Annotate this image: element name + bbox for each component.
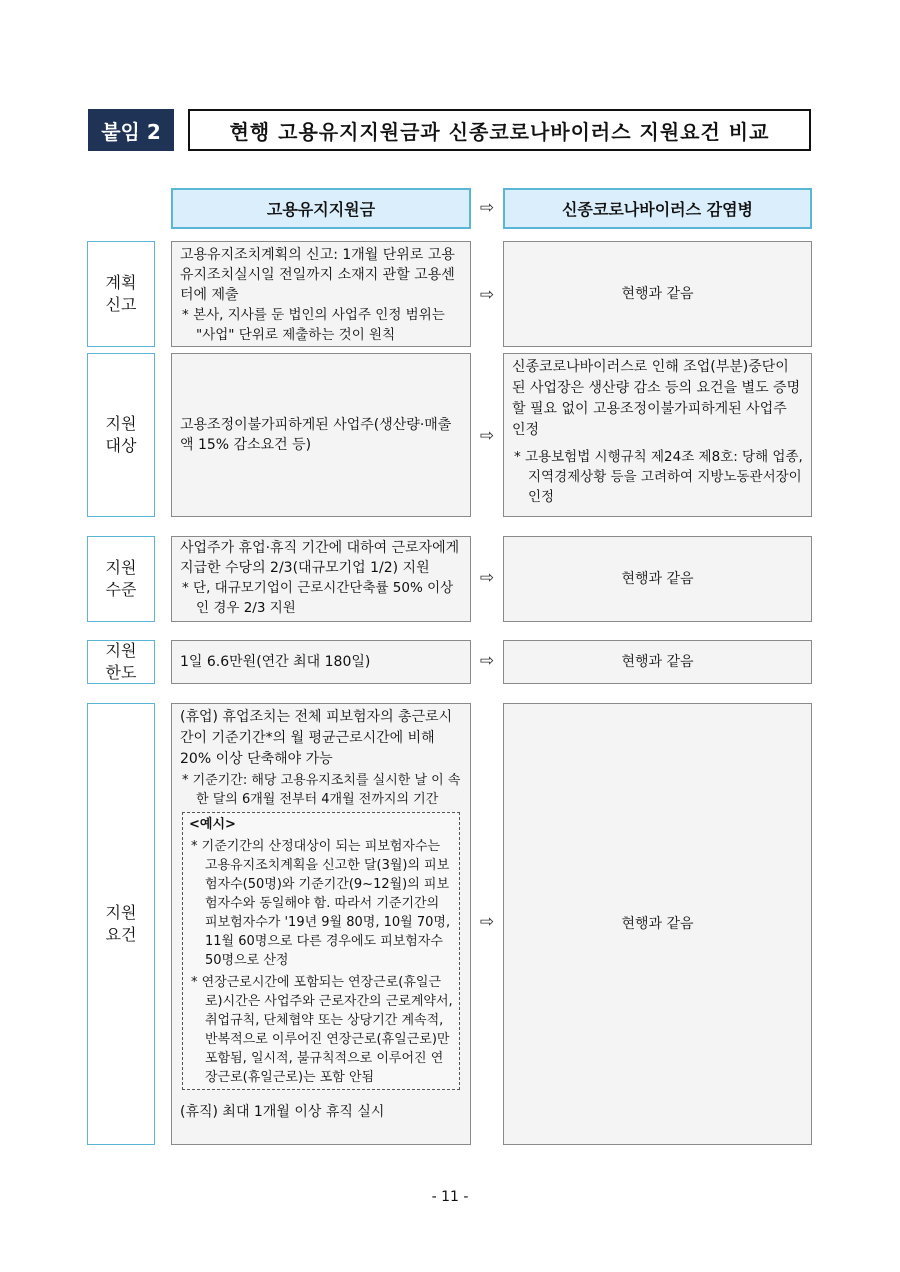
page-number: - 11 - (431, 1189, 469, 1205)
column-header-current: 고용유지지원금 (171, 188, 471, 229)
row-label-line: 수준 (105, 580, 137, 599)
row-label-line: 대상 (105, 436, 137, 455)
current-support-level-cell (171, 536, 471, 622)
arrow-right-icon: ⇨ (479, 568, 495, 588)
current-support-limit-cell (171, 640, 471, 684)
cell-text: (휴업) 휴업조치는 전체 피보험자의 총근로시간이 기준기간*의 월 평균근로시간에 비해 20% 이상 단축해야 가능 (180, 709, 453, 767)
current-support-target-cell (171, 353, 471, 517)
cell-text: 고용유지조치계획의 신고: 1개월 단위로 고용유지조치실시일 전일까지 소재지 관할 고용센터에 제출 (180, 247, 455, 303)
cell-text: 1일 6.6만원(연간 최대 180일) (180, 654, 371, 670)
page-title: 현행 고용유지지원금과 신종코로나바이러스 지원요건 비교 (188, 109, 811, 151)
row-label-plan-report (87, 241, 155, 347)
corona-support-level-cell (503, 536, 812, 622)
arrow-right-icon: ⇨ (479, 426, 495, 446)
row-label-line: 신고 (105, 295, 137, 314)
corona-plan-report-cell (503, 241, 812, 347)
column-header-corona: 신종코로나바이러스 감염병 (503, 188, 812, 229)
row-label-support-level (87, 536, 155, 622)
example-box (182, 812, 460, 1090)
cell-text: 현행과 같음 (621, 571, 694, 587)
arrow-right-icon: ⇨ (479, 651, 495, 671)
cell-text: 사업주가 휴업·휴직 기간에 대하여 근로자에게 지급한 수당의 2/3(대규모기업 1/2) 지원 (180, 540, 460, 576)
cell-text-leave: (휴직) 최대 1개월 이상 휴직 실시 (180, 1104, 385, 1120)
arrow-right-icon: ⇨ (479, 198, 495, 218)
row-label-line: 한도 (105, 663, 137, 682)
current-support-requirement-cell (171, 703, 471, 1145)
cell-text: 현행과 같음 (621, 654, 694, 670)
row-label-line: 요건 (105, 925, 137, 944)
cell-text: 현행과 같음 (621, 286, 694, 302)
cell-note: * 기준기간: 해당 고용유지조치를 실시한 날 이 속한 달의 6개월 전부터 4개월 전까지의 기간 (182, 773, 461, 807)
row-label-support-limit (87, 640, 155, 684)
example-title: <예시> (189, 817, 236, 832)
row-label-support-target (87, 353, 155, 517)
current-plan-report-cell (171, 241, 471, 347)
corona-support-target-cell (503, 353, 812, 517)
row-label-line: 지원 (105, 558, 137, 577)
row-label-line: 계획 (105, 273, 137, 292)
row-label-line: 지원 (105, 903, 137, 922)
corona-support-limit-cell (503, 640, 812, 684)
arrow-right-icon: ⇨ (479, 285, 495, 305)
row-label-support-requirement (87, 703, 155, 1145)
arrow-right-icon: ⇨ (479, 912, 495, 932)
example-note: * 기준기간의 산정대상이 되는 피보험자수는 고용유지조치계획을 신고한 달(3월)의 피보험자수(50명)와 기준기간(9~12월)의 피보험자수와 동일해야 함. 따라서 기준기간의 피보험자수가 '19년 9월 80명, 10월 70명, 11월 60명으로 다른 경우에도 피보험자수 50명으로 산정 (191, 839, 451, 968)
cell-note: * 단, 대규모기업이 근로시간단축률 50% 이상인 경우 2/3 지원 (182, 580, 454, 616)
attachment-badge: 붙임 2 (88, 109, 174, 151)
row-label-line: 지원 (105, 414, 137, 433)
cell-text: 신종코로나바이러스로 인해 조업(부분)중단이 된 사업장은 생산량 감소 등의 요건을 별도 증명할 필요 없이 고용조정이불가피하게된 사업주 인정 (512, 359, 801, 438)
corona-support-requirement-cell (503, 703, 812, 1145)
cell-note: * 고용보험법 시행규칙 제24조 제8호: 당해 업종, 지역경제상황 등을 고려하여 지방노동관서장이 인정 (514, 449, 803, 505)
row-label-line: 지원 (105, 641, 137, 660)
cell-text: 고용조정이불가피하게된 사업주(생산량·매출액 15% 감소요건 등) (180, 417, 452, 453)
cell-note: * 본사, 지사를 둔 법인의 사업주 인정 범위는 "사업" 단위로 제출하는 것이 원칙 (182, 307, 445, 343)
example-note: * 연장근로시간에 포함되는 연장근로(휴일근로)시간은 사업주와 근로자간의 근로계약서, 취업규칙, 단체협약 또는 상당기간 계속적, 반복적으로 이루어진 연장근로(휴일근로)만 포함됨, 일시적, 불규칙적으로 이루어진 연장근로(휴일근로)는 포함 안됨 (191, 975, 453, 1085)
cell-text: 현행과 같음 (621, 916, 694, 932)
